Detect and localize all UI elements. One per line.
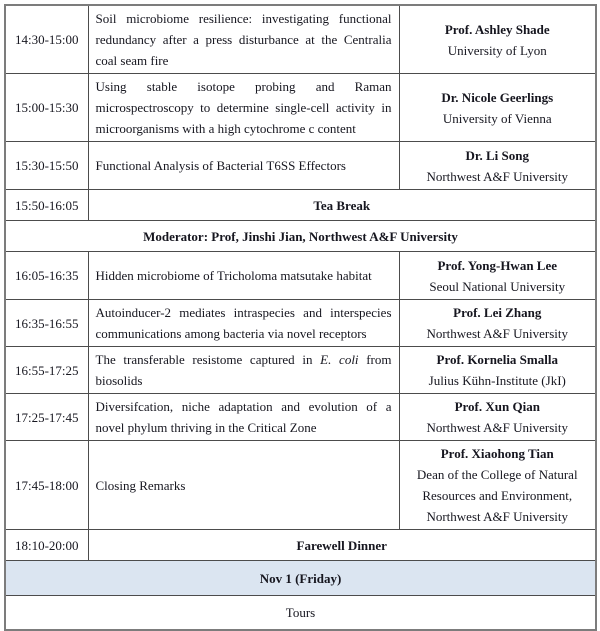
day-header-row [5,561,596,596]
talk-title-cell: Using stable isotope probing and Raman microspectroscopy to determine single-cell activity in microorganisms with a high cytochrome c content [88,74,399,142]
speaker-cell [399,441,596,530]
time-cell: 17:25-17:45 [5,394,88,441]
schedule-table [4,4,597,631]
session-row [5,252,596,300]
talk-title-cell: Functional Analysis of Bacterial T6SS Effectors [88,142,399,190]
talk-title-cell: Diversifcation, niche adaptation and evolution of a novel phylum thriving in the Critical Zone [88,394,399,441]
speaker-affiliation: Northwest A&F University [426,420,569,435]
talk-title-cell: Soil microbiome resilience: investigating functional redundancy after a press disturbance at the Centralia coal seam fire [88,5,399,74]
talk-title-text: The transferable resistome captured in [95,352,321,367]
session-row [5,300,596,347]
speaker-cell [399,5,596,74]
session-row [5,441,596,530]
speaker-cell [399,74,596,142]
speaker-name: Prof. Kornelia Smalla [436,352,558,367]
talk-title-italic-text: E. coli [320,352,359,367]
time-cell: 14:30-15:00 [5,5,88,74]
talk-title-cell: Hidden microbiome of Tricholoma matsutake habitat [88,252,399,300]
speaker-affiliation: Julius Kühn-Institute (JkI) [428,373,566,388]
talk-title-cell: Closing Remarks [88,441,399,530]
session-row [5,74,596,142]
speaker-cell [399,394,596,441]
tours-row [5,596,596,630]
time-cell: 15:30-15:50 [5,142,88,190]
speaker-cell [399,300,596,347]
time-cell: 18:10-20:00 [5,530,88,561]
session-row [5,142,596,190]
moderator-cell: Moderator: Prof, Jinshi Jian, Northwest A&F University [5,221,596,252]
speaker-affiliation: Dean of the College of Natural Resources and Environment, Northwest A&F University [416,467,578,524]
tours-cell: Tours [5,596,596,630]
dinner-row [5,530,596,561]
speaker-name: Prof. Lei Zhang [453,305,542,320]
speaker-affiliation: Northwest A&F University [426,326,569,341]
talk-title-cell: Autoinducer-2 mediates intraspecies and interspecies communications among bacteria via novel receptors [88,300,399,347]
time-cell: 17:45-18:00 [5,441,88,530]
speaker-name: Dr. Nicole Geerlings [441,89,554,105]
session-row [5,347,596,394]
break-row [5,190,596,221]
talk-title-text: from biosolids [95,352,392,388]
speaker-name: Dr. Li Song [465,147,529,163]
day-header-cell: Nov 1 (Friday) [5,561,596,596]
break-label-cell: Tea Break [88,190,596,221]
dinner-label-cell: Farewell Dinner [88,530,596,561]
session-row [5,5,596,74]
time-cell: 15:50-16:05 [5,190,88,221]
moderator-row [5,221,596,252]
time-cell: 15:00-15:30 [5,74,88,142]
speaker-cell [399,347,596,394]
speaker-name: Prof. Ashley Shade [444,21,550,37]
talk-title-cell [88,347,399,394]
speaker-name: Prof. Yong-Hwan Lee [437,257,558,273]
speaker-affiliation: Seoul National University [429,278,566,294]
speaker-affiliation: University of Vienna [442,110,552,126]
time-cell: 16:55-17:25 [5,347,88,394]
time-cell: 16:35-16:55 [5,300,88,347]
speaker-cell [399,252,596,300]
session-row [5,394,596,441]
speaker-affiliation: Northwest A&F University [426,168,569,184]
time-cell: 16:05-16:35 [5,252,88,300]
speaker-name: Prof. Xun Qian [454,399,540,414]
speaker-name: Prof. Xiaohong Tian [440,446,554,461]
speaker-affiliation: University of Lyon [447,42,547,58]
speaker-cell [399,142,596,190]
